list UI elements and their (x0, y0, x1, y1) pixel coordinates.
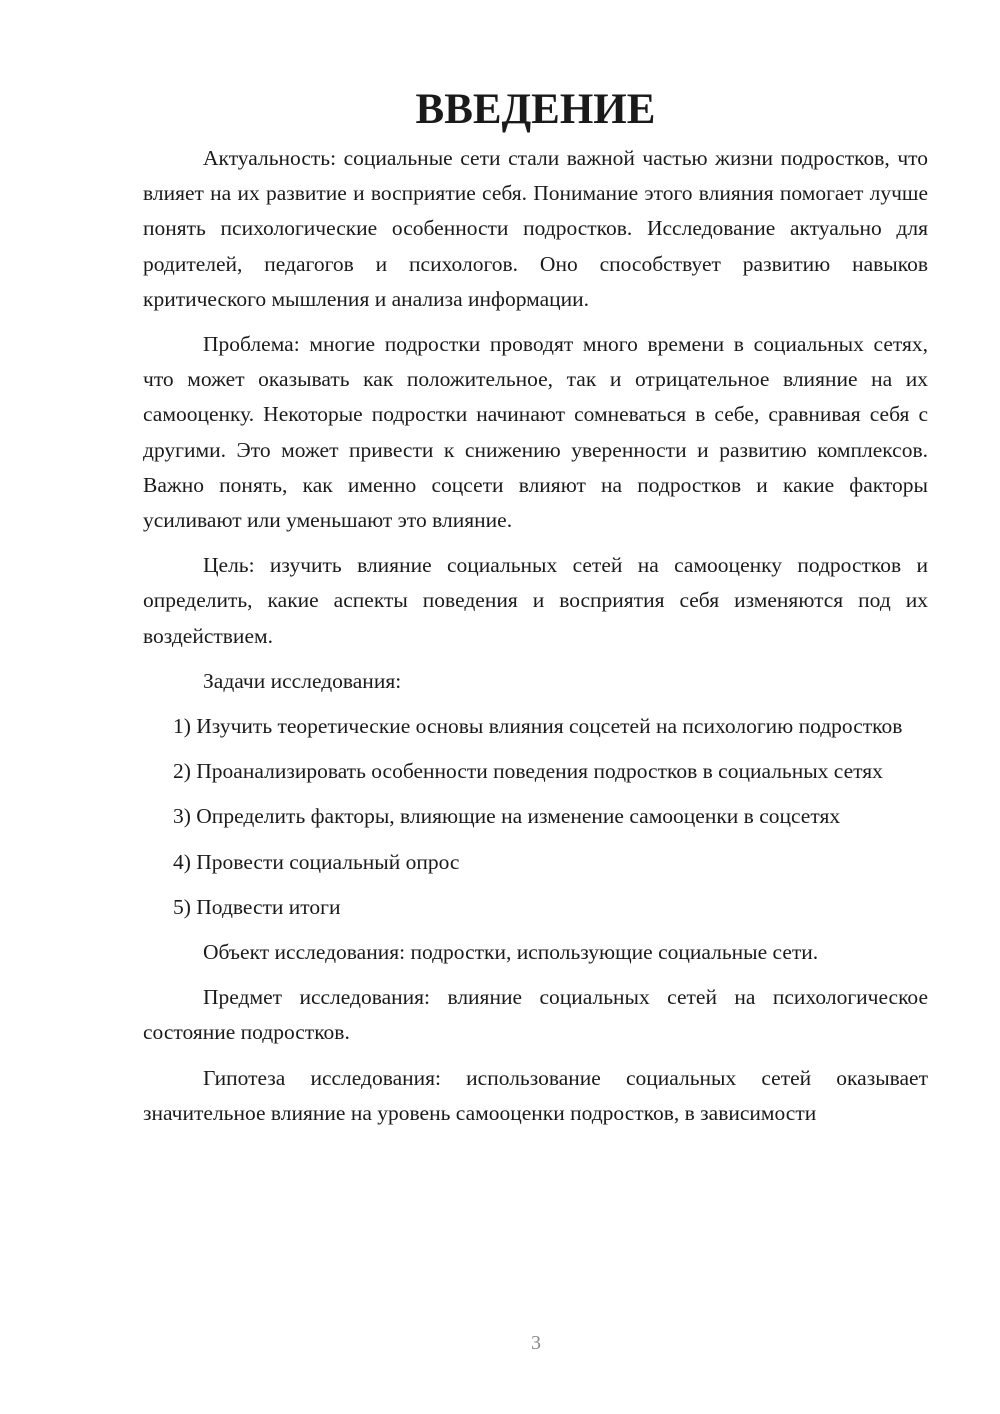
list-item: 1) Изучить теоретические основы влияния соцсетей на психологию подростков (173, 714, 903, 739)
relevance-paragraph: Актуальность: социальные сети стали важной частью жизни подростков, что влияет на их развитие и восприятие себя. Понимание этого влияния помогает лучше понять психологические особенности подростков. Исследование актуально для родителей, педагогов и психологов. Оно способствует развитию навыков критического мышления и анализа информации. (143, 146, 928, 311)
list-item: 5) Подвести итоги (173, 894, 341, 919)
object-paragraph: Объект исследования: подростки, использующие социальные сети. (203, 940, 819, 965)
page-number: 3 (531, 1332, 541, 1354)
document-page (143, 86, 928, 1141)
hypothesis-paragraph: Гипотеза исследования: использование социальных сетей оказывает значительное влияние на уровень самооценки подростков, в зависимости (143, 1065, 928, 1125)
list-item: 2) Проанализировать особенности поведения подростков в социальных сетях (173, 759, 883, 784)
list-item: 3) Определить факторы, влияющие на изменение самооценки в соцсетях (173, 804, 841, 829)
tasks-list (143, 709, 928, 925)
problem-paragraph: Проблема: многие подростки проводят много времени в социальных сетях, что может оказывать как положительное, так и отрицательное влияние на их самооценку. Некоторые подростки начинают сомневаться в себе, сравнивая себя с другими. Это может привести к снижению уверенности и развитию комплексов. Важно понять, как именно соцсети влияют на подростков и какие факторы усиливают или уменьшают это влияние. (143, 332, 928, 533)
tasks-title: Задачи исследования: (203, 668, 402, 693)
page-title: ВВЕДЕНИЕ (415, 86, 656, 133)
list-item: 4) Провести социальный опрос (173, 849, 460, 874)
goal-paragraph: Цель: изучить влияние социальных сетей на самооценку подростков и определить, какие аспекты поведения и восприятия себя изменяются под их воздействием. (143, 553, 928, 648)
subject-paragraph: Предмет исследования: влияние социальных сетей на психологическое состояние подростков. (143, 985, 928, 1045)
